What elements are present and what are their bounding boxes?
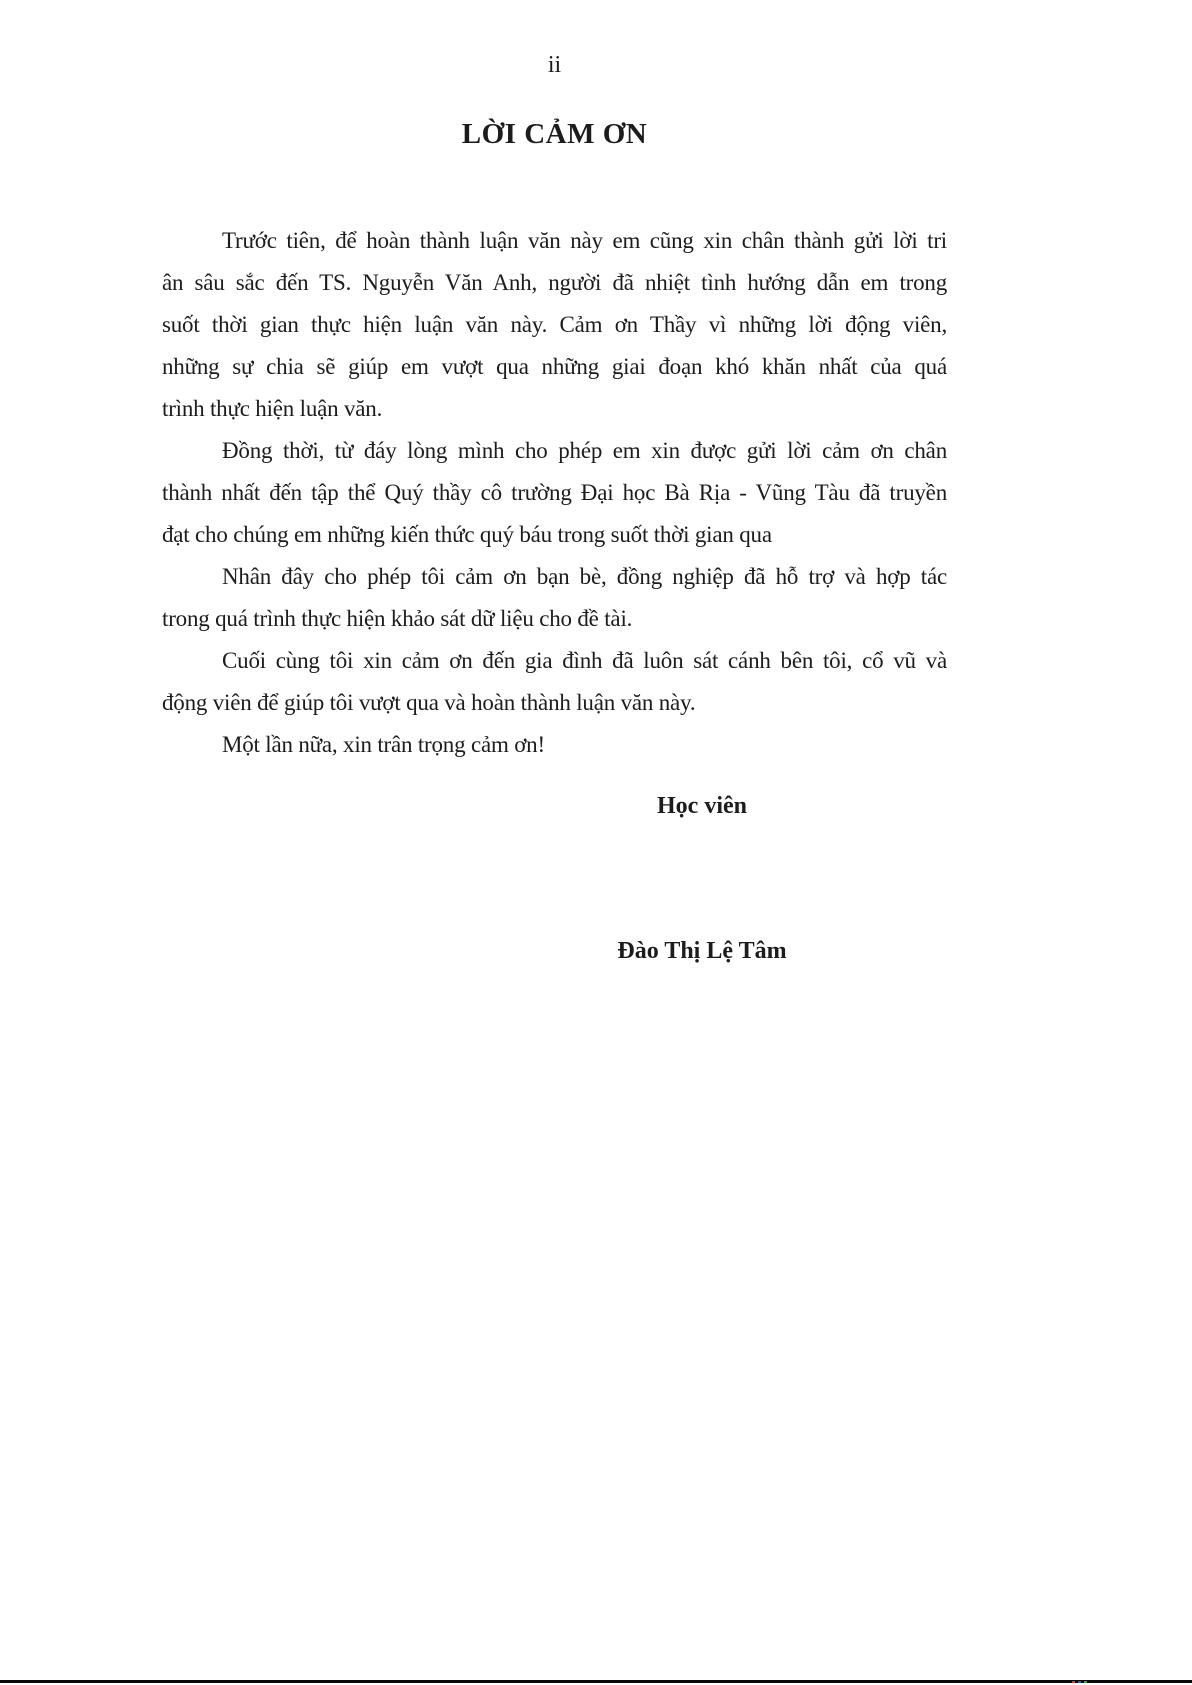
- text-line: Trước tiên, để hoàn thành luận văn này em cũng xin chân thành gửi lời tri: [222, 228, 947, 253]
- text-line: đạt cho chúng em những kiến thức quý báu trong suốt thời gian qua: [162, 522, 772, 547]
- paragraph: [162, 724, 947, 766]
- text-line: thành nhất đến tập thể Quý thầy cô trường Đại học Bà Rịa - Vũng Tàu đã truyền: [162, 480, 947, 505]
- acknowledgment-text: [162, 220, 947, 766]
- text-line: trong quá trình thực hiện khảo sát dữ liệu cho đề tài.: [162, 606, 633, 631]
- text-line: Đồng thời, từ đáy lòng mình cho phép em xin được gửi lời cảm ơn chân: [222, 438, 947, 463]
- text-line: động viên để giúp tôi vượt qua và hoàn thành luận văn này.: [162, 690, 696, 715]
- paragraph: [162, 640, 947, 724]
- scan-artifact-dot: [1078, 1681, 1081, 1683]
- scan-edge-bar: [0, 1680, 1192, 1683]
- text-line: trình thực hiện luận văn.: [162, 396, 383, 421]
- text-line: suốt thời gian thực hiện luận văn này. Cảm ơn Thầy vì những lời động viên,: [162, 312, 947, 337]
- paragraph: [162, 220, 947, 430]
- paragraph: [162, 430, 947, 556]
- signature-name: Đào Thị Lệ Tâm: [617, 938, 787, 964]
- text-line: Một lần nữa, xin trân trọng cảm ơn!: [222, 732, 545, 757]
- text-line: Cuối cùng tôi xin cảm ơn đến gia đình đã luôn sát cánh bên tôi, cổ vũ và: [222, 648, 947, 673]
- scan-artifact-dot: [1084, 1681, 1087, 1683]
- text-line: ân sâu sắc đến TS. Nguyễn Văn Anh, người đã nhiệt tình hướng dẫn em trong: [162, 270, 947, 295]
- scan-artifact-dot: [1072, 1681, 1075, 1683]
- paragraph: [162, 556, 947, 640]
- signature-role: Học viên: [657, 793, 747, 819]
- page-title: LỜI CẢM ƠN: [461, 118, 648, 150]
- text-line: Nhân đây cho phép tôi cảm ơn bạn bè, đồng nghiệp đã hỗ trợ và hợp tác: [222, 564, 947, 589]
- text-line: những sự chia sẽ giúp em vượt qua những giai đoạn khó khăn nhất của quá: [162, 354, 947, 379]
- page-number: ii: [547, 52, 562, 78]
